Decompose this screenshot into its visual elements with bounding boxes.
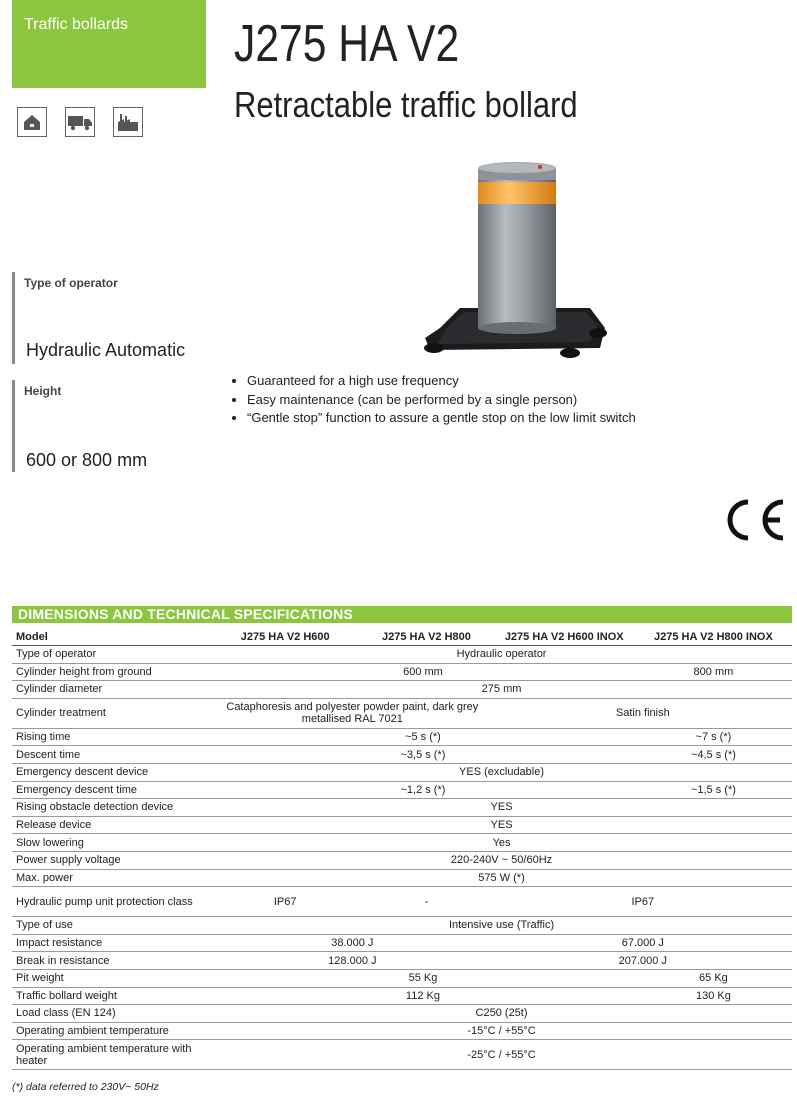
spec-value: ~5 s (*): [211, 728, 635, 746]
spec-header-row: [12, 628, 792, 646]
spec-row: [12, 834, 792, 852]
product-title: J275 HA V2: [234, 15, 460, 73]
spec-row: [12, 1022, 792, 1040]
spec-row: [12, 663, 792, 681]
spec-row: [12, 987, 792, 1005]
spec-value: IP67: [211, 887, 359, 917]
product-subtitle: Retractable traffic bollard: [234, 84, 578, 125]
spec-value: 800 mm: [635, 663, 792, 681]
spec-value: C250 (25t): [211, 1005, 792, 1023]
attribute-value: 600 or 800 mm: [26, 450, 148, 470]
model-name: J275 HA V2 H600: [211, 628, 359, 646]
feature-list: [234, 372, 636, 428]
spec-label: Max. power: [12, 869, 211, 887]
spec-row: [12, 934, 792, 952]
spec-value: Cataphoresis and polyester powder paint, dark grey metallised RAL 7021: [211, 698, 494, 728]
spec-row: [12, 728, 792, 746]
spec-label: Break in resistance: [12, 952, 211, 970]
spec-label: Hydraulic pump unit protection class: [12, 887, 211, 917]
spec-value: 220-240V ~ 50/60Hz: [211, 851, 792, 869]
spec-row: [12, 917, 792, 935]
spec-label: Pit weight: [12, 969, 211, 987]
attribute-label: Type of operator: [24, 276, 118, 290]
model-name: J275 HA V2 H600 INOX: [494, 628, 635, 646]
feature-item: • Guaranteed for a high use frequency: [247, 372, 636, 391]
spec-label: Cylinder height from ground: [12, 663, 211, 681]
spec-value: IP67: [494, 887, 792, 917]
spec-label: Operating ambient temperature: [12, 1022, 211, 1040]
spec-label: Power supply voltage: [12, 851, 211, 869]
spec-row: [12, 1005, 792, 1023]
spec-row: [12, 851, 792, 869]
spec-value: ~4,5 s (*): [635, 746, 792, 764]
spec-label: Rising time: [12, 728, 211, 746]
spec-value: 55 Kg: [211, 969, 635, 987]
spec-row: [12, 646, 792, 664]
spec-row: [12, 763, 792, 781]
spec-value: Hydraulic operator: [211, 646, 792, 664]
bollard-image: [420, 158, 610, 368]
spec-row: [12, 746, 792, 764]
usage-icons: [17, 107, 143, 137]
model-label: Model: [12, 628, 211, 646]
spec-row: [12, 1040, 792, 1070]
spec-row: [12, 781, 792, 799]
spec-label: Emergency descent device: [12, 763, 211, 781]
model-name: J275 HA V2 H800: [359, 628, 493, 646]
category-banner: [12, 0, 206, 88]
spec-value: 67.000 J: [494, 934, 792, 952]
spec-heading: DIMENSIONS AND TECHNICAL SPECIFICATIONS: [12, 606, 792, 623]
spec-value: YES: [211, 816, 792, 834]
spec-value: 207.000 J: [494, 952, 792, 970]
spec-value: ~7 s (*): [635, 728, 792, 746]
spec-value: 65 Kg: [635, 969, 792, 987]
spec-label: Release device: [12, 816, 211, 834]
spec-row: [12, 799, 792, 817]
spec-value: 600 mm: [211, 663, 635, 681]
spec-value: 275 mm: [211, 681, 792, 699]
spec-label: Traffic bollard weight: [12, 987, 211, 1005]
spec-value: 130 Kg: [635, 987, 792, 1005]
ce-mark-icon: [722, 498, 786, 542]
spec-footnote: (*) data referred to 230V~ 50Hz: [12, 1081, 159, 1093]
feature-item: • Easy maintenance (can be performed by a single person): [247, 391, 636, 410]
spec-row: [12, 887, 792, 917]
attribute-height: [12, 380, 148, 472]
spec-value: 38.000 J: [211, 934, 494, 952]
spec-label: Slow lowering: [12, 834, 211, 852]
spec-value: YES (excludable): [211, 763, 792, 781]
industrial-icon: [113, 107, 143, 137]
spec-label: Descent time: [12, 746, 211, 764]
spec-value: ~3,5 s (*): [211, 746, 635, 764]
spec-label: Emergency descent time: [12, 781, 211, 799]
spec-value: Yes: [211, 834, 792, 852]
spec-label: Impact resistance: [12, 934, 211, 952]
spec-label: Type of operator: [12, 646, 211, 664]
spec-value: ~1,5 s (*): [635, 781, 792, 799]
attribute-value: Hydraulic Automatic: [26, 340, 186, 360]
spec-value: ~1,2 s (*): [211, 781, 635, 799]
spec-label: Rising obstacle detection device: [12, 799, 211, 817]
spec-value: YES: [211, 799, 792, 817]
spec-label: Operating ambient temperature with heater: [12, 1040, 211, 1070]
spec-row: [12, 681, 792, 699]
spec-row: [12, 869, 792, 887]
spec-label: Cylinder treatment: [12, 698, 211, 728]
spec-value: 575 W (*): [211, 869, 792, 887]
spec-row: [12, 816, 792, 834]
spec-label: Cylinder diameter: [12, 681, 211, 699]
spec-value: 112 Kg: [211, 987, 635, 1005]
spec-row: [12, 969, 792, 987]
spec-value: -15°C / +55°C: [211, 1022, 792, 1040]
spec-label: Load class (EN 124): [12, 1005, 211, 1023]
spec-table: [12, 628, 792, 1070]
spec-row: [12, 698, 792, 728]
residential-icon: [17, 107, 47, 137]
spec-value: Intensive use (Traffic): [211, 917, 792, 935]
attribute-label: Height: [24, 384, 62, 398]
spec-label: Type of use: [12, 917, 211, 935]
category-label: Traffic bollards: [24, 16, 129, 33]
spec-value: -25°C / +55°C: [211, 1040, 792, 1070]
spec-value: -: [359, 887, 493, 917]
spec-body: [12, 646, 792, 1070]
feature-item: • “Gentle stop” function to assure a gentle stop on the low limit switch: [247, 409, 636, 428]
model-name: J275 HA V2 H800 INOX: [635, 628, 792, 646]
spec-row: [12, 952, 792, 970]
truck-icon: [65, 107, 95, 137]
attribute-operator: [12, 272, 186, 364]
spec-value: Satin finish: [494, 698, 792, 728]
spec-value: 128.000 J: [211, 952, 494, 970]
